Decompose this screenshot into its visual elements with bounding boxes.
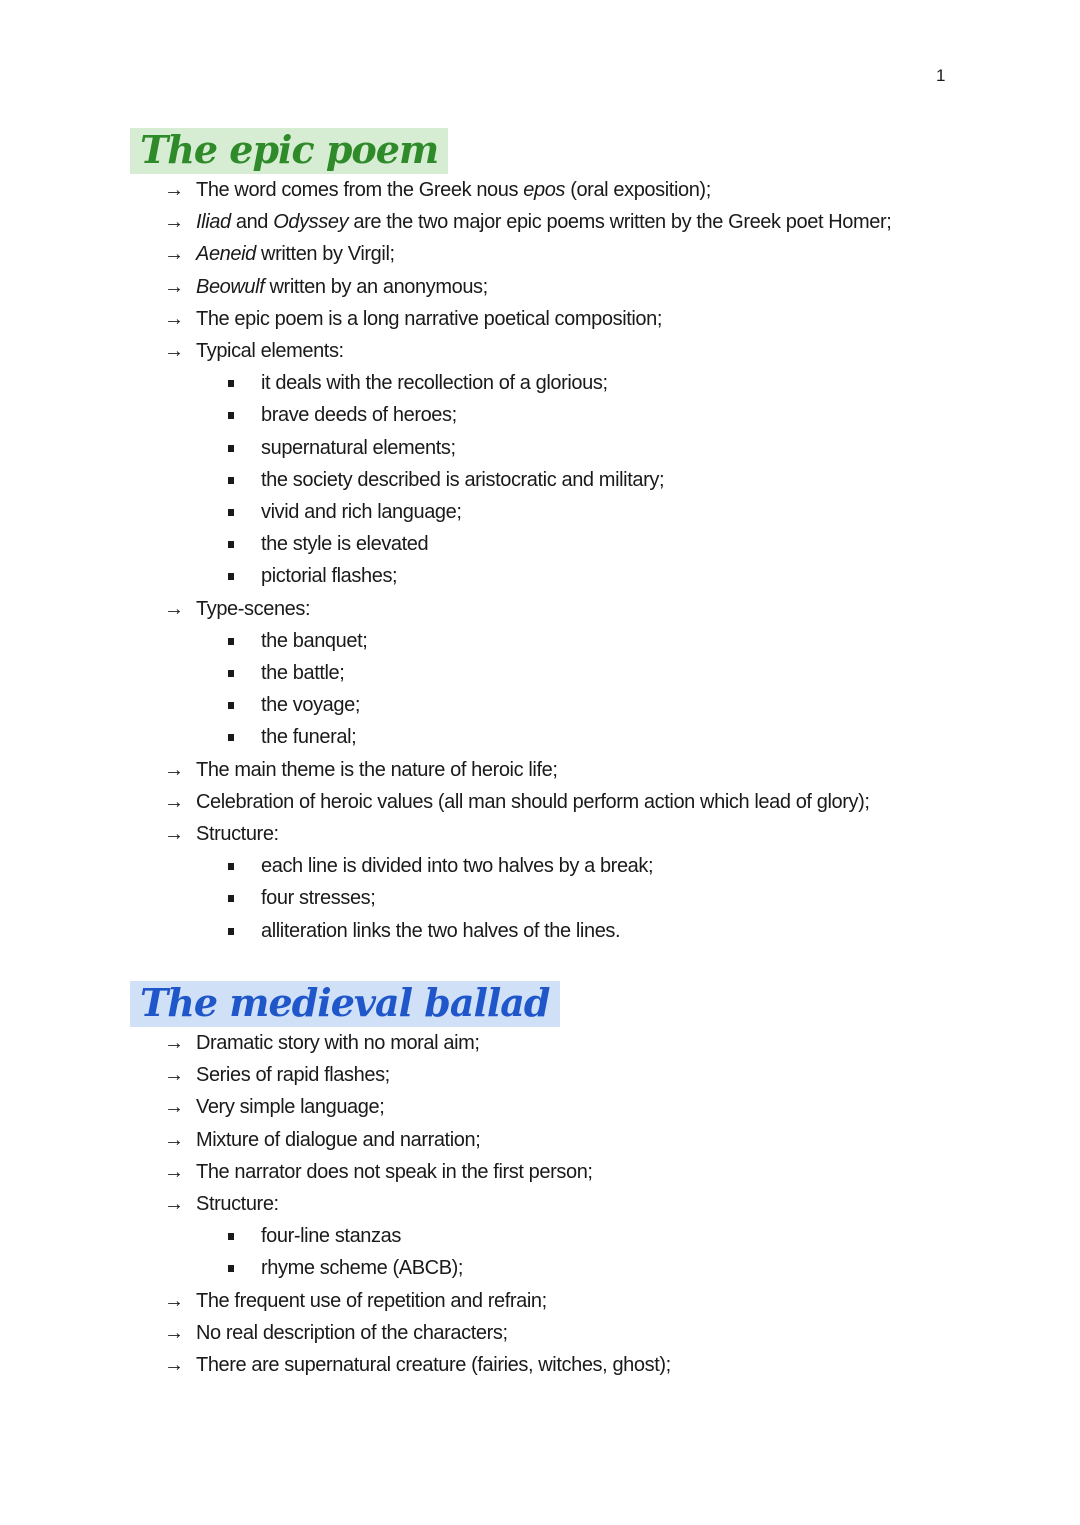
sub-list-item [228,1220,1010,1252]
sub-list-item [228,399,1010,431]
page-number: 1 [936,66,946,85]
list-item [164,271,1010,303]
item-text: Structure: [196,823,279,846]
sub-list-item [228,528,1010,560]
sub-item-text: alliteration links the two halves of the lines. [261,919,621,942]
item-text: No real description of the characters; [196,1321,508,1344]
square-bullet-icon [228,477,234,484]
arrow-right-icon: → [164,597,184,620]
arrow-right-icon: → [164,340,184,363]
sub-item-text: rhyme scheme (ABCB); [261,1257,464,1280]
arrow-right-icon: → [164,758,184,781]
list-item [164,1059,1010,1091]
list-item [164,1091,1010,1123]
section-title: The epic poem [130,128,448,174]
arrow-right-icon: → [164,1160,184,1183]
arrow-right-icon: → [164,790,184,813]
sub-item-text: the battle; [261,662,345,685]
arrow-right-icon: → [164,243,184,266]
square-bullet-icon [228,928,234,935]
item-text: Type-scenes: [196,597,311,620]
square-bullet-icon [228,380,234,387]
sub-list-item [228,367,1010,399]
list-item [164,786,1010,818]
item-text: (oral exposition); [565,179,711,201]
sub-item-text: four stresses; [261,887,376,910]
sub-item-text: four-line stanzas [261,1225,401,1248]
list-item [164,1317,1010,1349]
italic-title: epos [523,179,566,201]
list-item [164,1285,1010,1317]
arrow-right-icon: → [164,1032,184,1054]
list-item [164,335,1010,367]
square-bullet-icon [228,573,234,580]
medieval-ballad-list [130,1027,1010,1381]
item-text: The narrator does not speak in the first person; [196,1160,593,1183]
list-item [164,238,1010,270]
item-text: Very simple language; [196,1096,385,1119]
list-item [164,1156,1010,1188]
sub-item-text: supernatural elements; [261,436,456,459]
item-text: The epic poem is a long narrative poetical composition; [196,307,663,330]
list-item [164,1124,1010,1156]
sub-item-text: the society described is aristocratic and military; [261,468,665,491]
sub-list-item [228,464,1010,496]
sub-list-container [164,1220,1010,1284]
list-item [164,1188,1010,1220]
item-text: There are supernatural creature (fairies, witches, ghost); [196,1354,671,1377]
sub-item-text: each line is divided into two halves by a break; [261,855,654,878]
item-text: and [230,211,274,234]
sub-list-item [228,1252,1010,1284]
sub-list-item [228,689,1010,721]
list-item [164,206,1010,238]
square-bullet-icon [228,541,234,548]
sub-list-container [164,625,1010,754]
arrow-right-icon: → [164,179,184,201]
square-bullet-icon [228,445,234,452]
arrow-right-icon: → [164,823,184,846]
arrow-right-icon: → [164,1064,184,1087]
sub-list [164,625,1010,754]
epic-poem-list [130,174,1010,947]
sub-list [164,1220,1010,1284]
italic-title: Beowulf [196,275,265,298]
sub-list-item [228,432,1010,464]
sub-list-item [228,915,1010,947]
italic-title: Iliad [196,211,231,234]
section-medieval-ballad [130,981,1010,1381]
sub-list-item [228,625,1010,657]
sub-list-item [228,882,1010,914]
sub-list-container [164,850,1010,947]
square-bullet-icon [228,509,234,516]
item-text: written by an anonymous; [264,275,488,298]
list-item [164,174,1010,206]
sub-item-text: brave deeds of heroes; [261,404,457,427]
arrow-right-icon: → [164,1289,184,1312]
list-item [164,593,1010,625]
square-bullet-icon [228,1265,234,1272]
arrow-right-icon: → [164,211,184,234]
sub-list-item [228,721,1010,753]
sub-list-item [228,850,1010,882]
square-bullet-icon [228,412,234,419]
list-item [164,1349,1010,1381]
arrow-right-icon: → [164,1096,184,1119]
sub-item-text: the funeral; [261,726,357,749]
sub-list-container [164,367,1010,592]
list-item [164,754,1010,786]
list-item [164,818,1010,850]
square-bullet-icon [228,670,234,677]
item-text: are the two major epic poems written by the Greek poet Homer; [348,211,892,234]
item-text: Structure: [196,1193,279,1216]
sub-item-text: the voyage; [261,694,361,717]
item-text: written by Virgil; [255,243,395,266]
item-text: Celebration of heroic values (all man should perform action which lead of glory); [196,790,870,813]
sub-list-item [228,657,1010,689]
list-item [164,303,1010,335]
arrow-right-icon: → [164,1128,184,1151]
arrow-right-icon: → [164,1193,184,1216]
sub-item-text: pictorial flashes; [261,565,398,588]
square-bullet-icon [228,734,234,741]
sub-item-text: it deals with the recollection of a glorious; [261,372,608,395]
arrow-right-icon: → [164,1321,184,1344]
section-epic-poem [130,128,1010,947]
item-text: Dramatic story with no moral aim; [196,1032,480,1054]
square-bullet-icon [228,702,234,709]
sub-list [164,367,1010,592]
item-text: Typical elements: [196,340,344,363]
arrow-right-icon: → [164,1354,184,1377]
section-title: The medieval ballad [130,981,560,1027]
sub-list [164,850,1010,947]
item-text: The word comes from the Greek nous [196,179,524,201]
square-bullet-icon [228,863,234,870]
arrow-right-icon: → [164,307,184,330]
sub-item-text: vivid and rich language; [261,501,462,524]
item-text: Series of rapid flashes; [196,1064,390,1087]
italic-title: Odyssey [273,211,349,234]
square-bullet-icon [228,895,234,902]
list-item [164,1027,1010,1059]
item-text: The frequent use of repetition and refrain; [196,1289,547,1312]
sub-item-text: the banquet; [261,629,368,652]
square-bullet-icon [228,638,234,645]
item-text: Mixture of dialogue and narration; [196,1128,481,1151]
sub-list-item [228,496,1010,528]
sub-list-item [228,560,1010,592]
sub-item-text: the style is elevated [261,533,429,556]
item-text: The main theme is the nature of heroic life; [196,758,558,781]
italic-title: Aeneid [196,243,256,266]
square-bullet-icon [228,1233,234,1240]
arrow-right-icon: → [164,275,184,298]
